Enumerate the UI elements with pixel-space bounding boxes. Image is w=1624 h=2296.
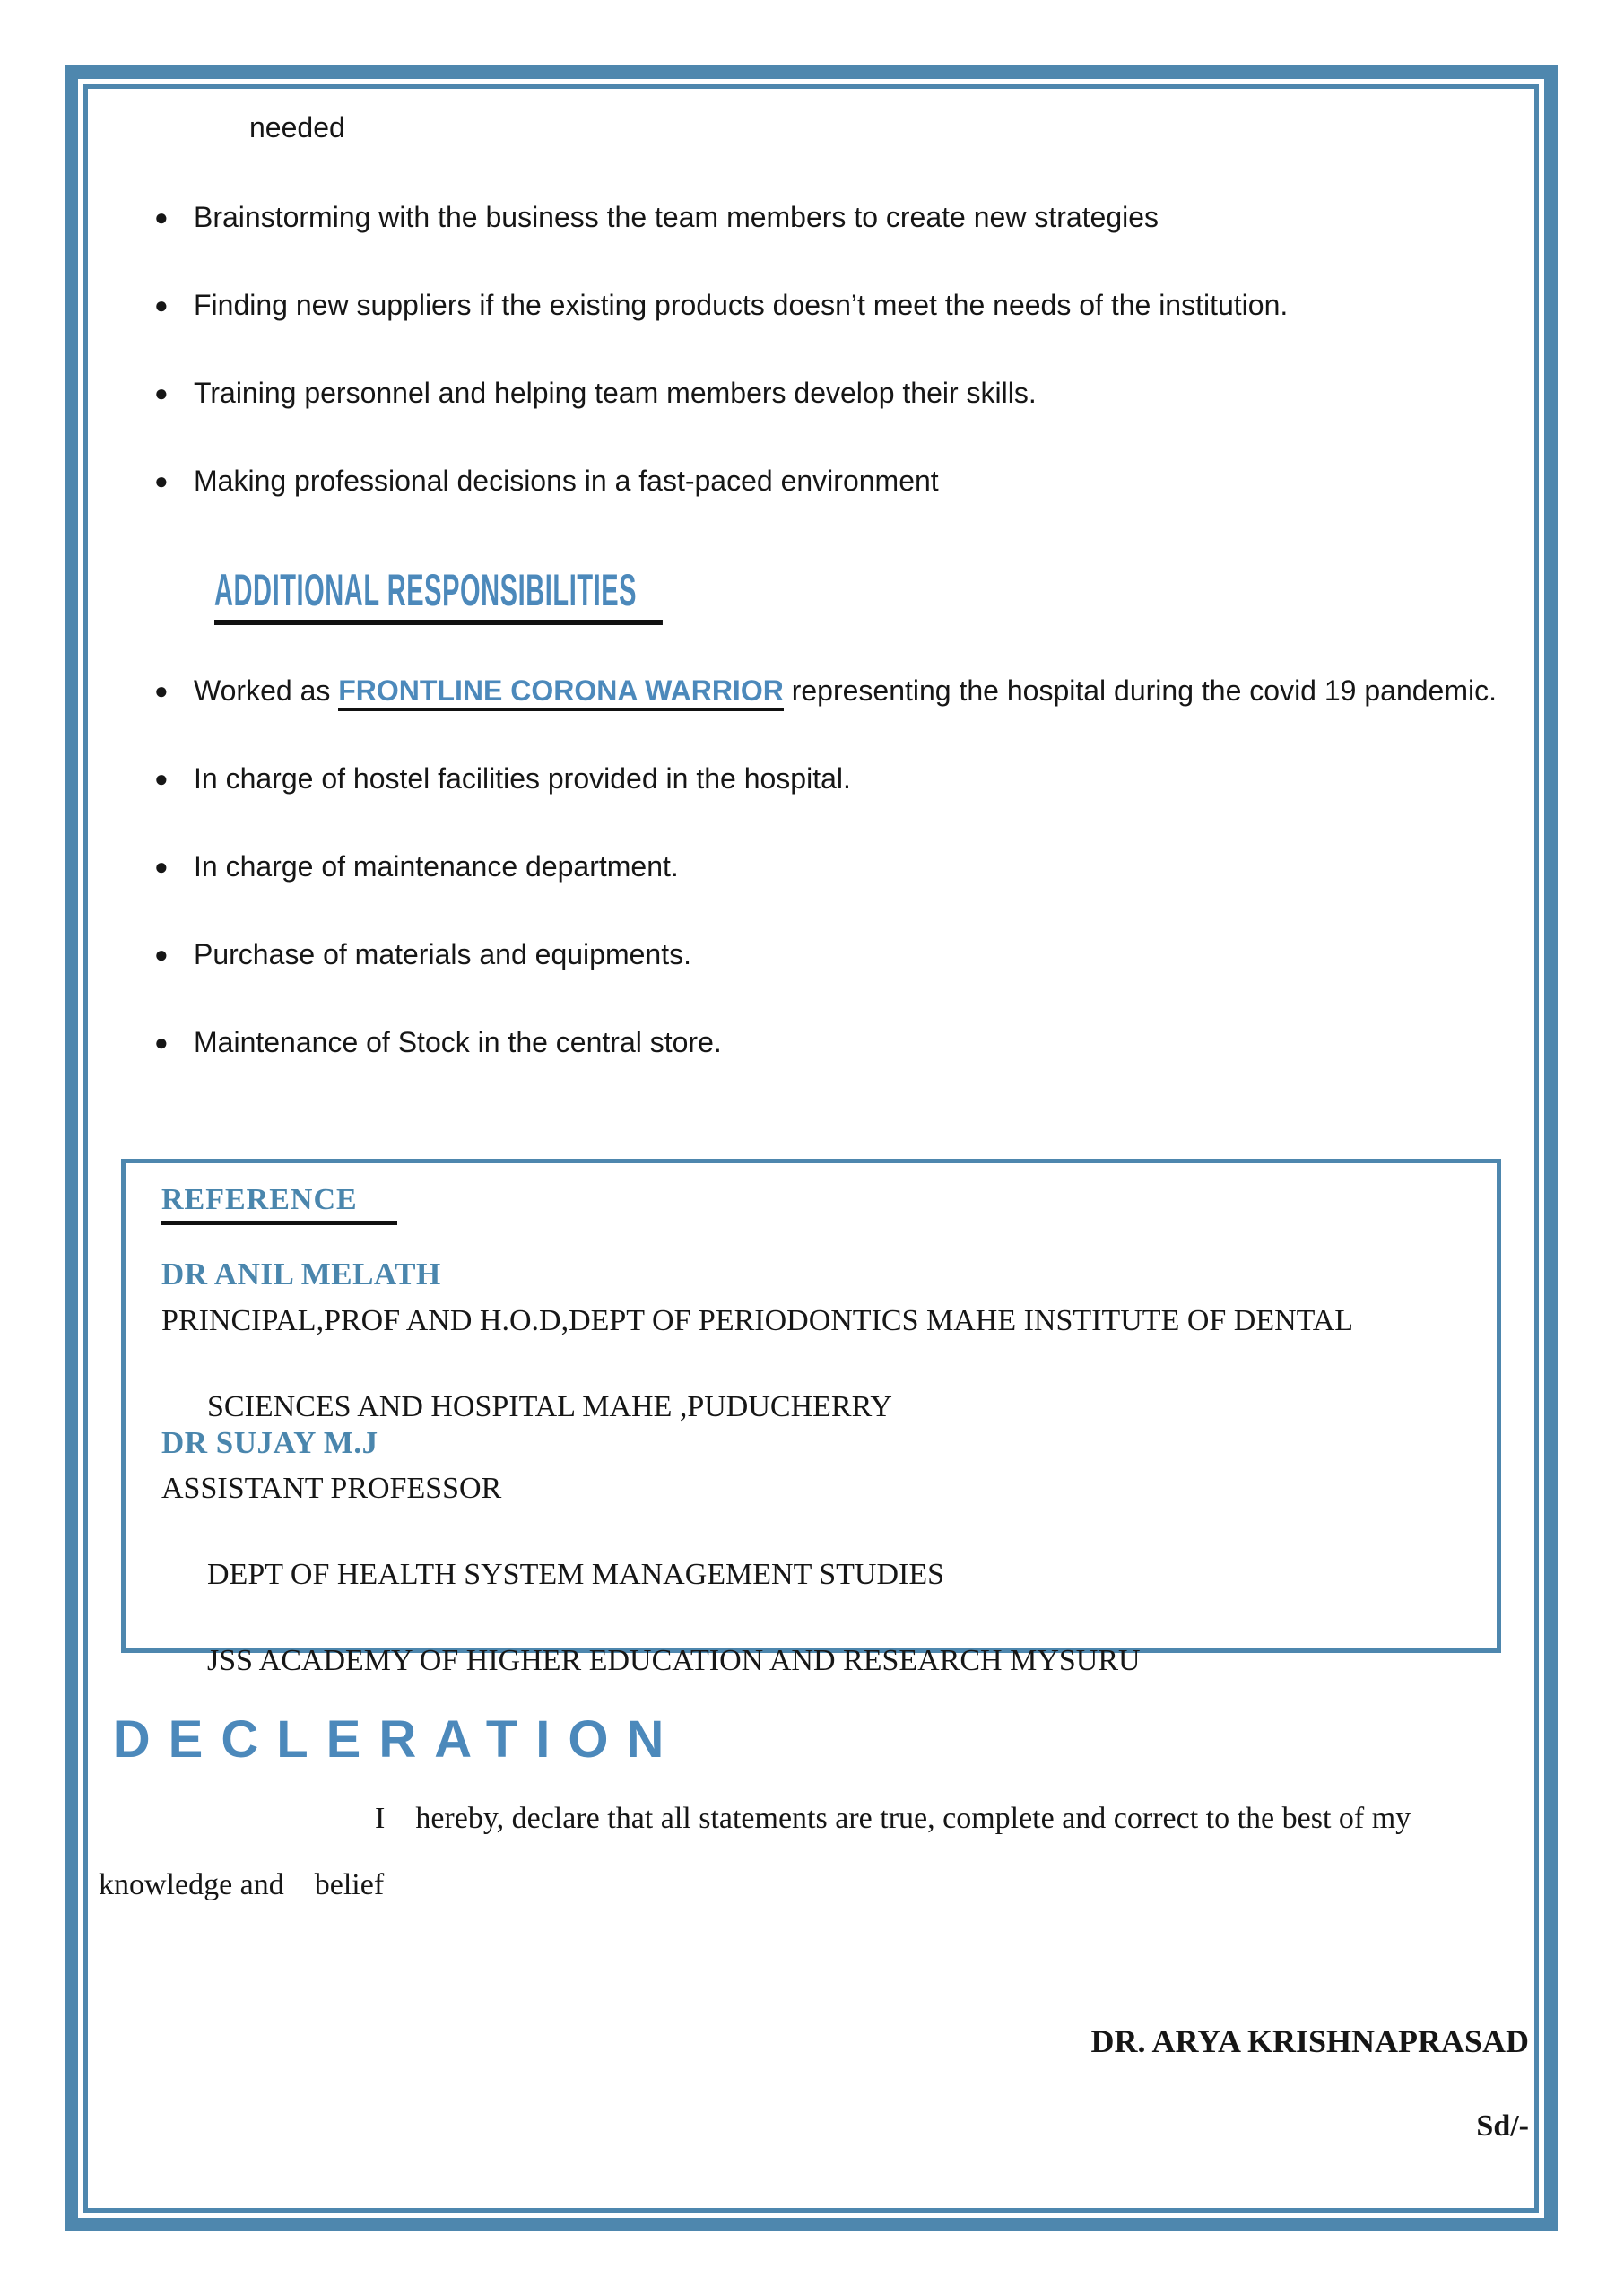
bullet-icon: ● [154, 941, 169, 968]
signatory-name: DR. ARYA KRISHNAPRASAD [1090, 2023, 1529, 2059]
reference-name: DR ANIL MELATH [161, 1257, 441, 1292]
list-item-text: Brainstorming with the business the team members to create new strategies [194, 201, 1159, 233]
list-item-text: In charge of maintenance department. [194, 850, 679, 883]
reference-detail-text: ASSISTANT PROFESSOR [161, 1472, 502, 1505]
list-item [154, 673, 1535, 709]
worked-as-suffix: representing the hospital during the covid 19 pandemic. [783, 674, 1497, 707]
list-item-text [194, 673, 1497, 709]
list-item-text: Finding new suppliers if the existing products doesn’t meet the needs of the institution. [194, 289, 1289, 321]
reference-detail-text: JSS ACADEMY OF HIGHER EDUCATION AND RESEARCH MYSURU [207, 1644, 1141, 1677]
list-item [154, 1024, 1481, 1060]
bullet-icon: ● [154, 467, 169, 494]
declaration-line-1: I hereby, declare that all statements are true, complete and correct to the best of my [375, 1802, 1411, 1835]
list-item-text: Maintenance of Stock in the central store. [194, 1026, 722, 1058]
bullet-icon: ● [154, 765, 169, 792]
list-item [154, 936, 1481, 972]
declaration-line-2: knowledge and belief [99, 1868, 385, 1901]
bullet-icon: ● [154, 379, 169, 406]
list-item-text: Training personnel and helping team members develop their skills. [194, 377, 1037, 409]
bullet-icon: ● [154, 853, 169, 880]
list-item [154, 287, 1481, 323]
list-item [154, 848, 1481, 884]
declaration-heading: DECLERATION [112, 1710, 682, 1769]
additional-responsibilities-heading: ADDITIONAL RESPONSIBILITIES [214, 567, 663, 625]
list-item-text: Making professional decisions in a fast-paced environment [194, 465, 939, 497]
reference-box [121, 1159, 1501, 1677]
list-item [154, 199, 1481, 235]
reference-detail-text: PRINCIPAL,PROF AND H.O.D,DEPT OF PERIODONTICS MAHE INSTITUTE OF DENTAL [161, 1304, 1354, 1337]
list-item [154, 463, 1481, 499]
reference-detail-text: DEPT OF HEALTH SYSTEM MANAGEMENT STUDIES [207, 1558, 945, 1591]
additional-responsibilities-heading-wrap [198, 551, 987, 641]
worked-as-prefix: Worked as [194, 674, 339, 707]
reference-detail-line [161, 1467, 1489, 1726]
bullet-icon: ● [154, 1029, 169, 1056]
list-item-text: In charge of hostel facilities provided in the hospital. [194, 762, 851, 795]
bullet-icon: ● [154, 677, 169, 704]
reference-name: DR SUJAY M.J [161, 1425, 378, 1460]
reference-heading: REFERENCE [161, 1183, 397, 1225]
signed-sd-label: Sd/- [1476, 2109, 1529, 2143]
bullet-icon: ● [154, 204, 169, 230]
frontline-corona-warrior-highlight: FRONTLINE CORONA WARRIOR [338, 674, 784, 711]
declaration-heading-wrap [97, 1693, 682, 1786]
list-item [154, 761, 1481, 796]
bullet-icon: ● [154, 291, 169, 318]
reference-detail-text: SCIENCES AND HOSPITAL MAHE ,PUDUCHERRY [207, 1390, 892, 1423]
list-item-text: Purchase of materials and equipments. [194, 938, 691, 970]
continuation-text: needed [249, 111, 345, 144]
list-item [154, 375, 1481, 411]
